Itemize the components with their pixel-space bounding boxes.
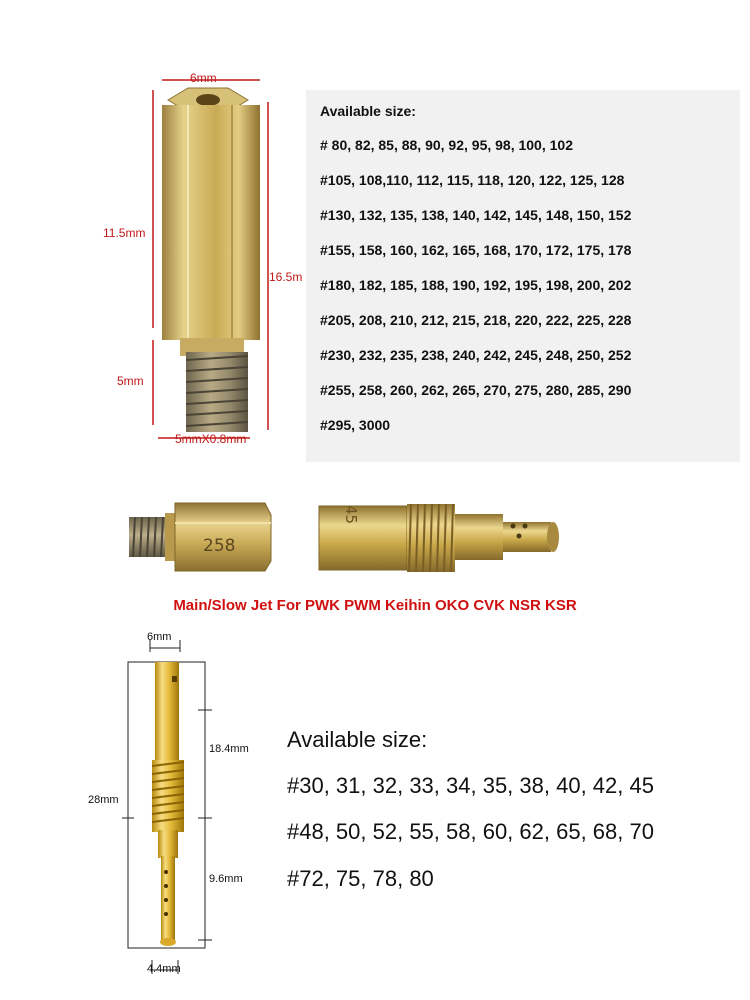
slow-jet-sizes-title: Available size: (287, 727, 428, 752)
main-jet-marking: 258 (203, 536, 236, 556)
main-jet-total-length-label: 16.5m (269, 270, 303, 284)
main-jet-size-row: #105, 108,110, 112, 115, 118, 120, 122, 125, 128 (320, 172, 625, 188)
main-jet-size-row: #255, 258, 260, 262, 265, 270, 275, 280, 285, 290 (320, 382, 632, 398)
slow-jet-drawing (80, 640, 290, 980)
main-jet-size-row: #130, 132, 135, 138, 140, 142, 145, 148, 150, 152 (320, 207, 632, 223)
slow-jet-figure (80, 640, 290, 980)
main-jet-hex-length-label: 11.5mm (103, 226, 146, 240)
main-jet-size-row: # 80, 82, 85, 88, 90, 92, 95, 98, 100, 102 (320, 137, 573, 153)
main-jet-size-row: #230, 232, 235, 238, 240, 242, 245, 248, 250, 252 (320, 347, 632, 363)
slow-jet-size-row: #72, 75, 78, 80 (287, 866, 434, 891)
main-jet-size-row: #155, 158, 160, 162, 165, 168, 170, 172, 175, 178 (320, 242, 632, 258)
main-jet-width-label: 6mm (190, 71, 217, 85)
slow-jet-top-width-label: 6mm (147, 631, 172, 643)
main-jet-side-drawing (125, 495, 275, 580)
main-jet-drawing (140, 60, 310, 460)
slow-jet-total-length-label: 28mm (88, 794, 119, 806)
main-jet-thread-length-label: 5mm (117, 374, 144, 388)
main-jet-thread-spec-label: 5mmX0.8mm (175, 432, 247, 446)
slow-jet-marking: 45 (342, 505, 360, 525)
main-jet-size-row: #205, 208, 210, 212, 215, 218, 220, 222, 225, 228 (320, 312, 632, 328)
slow-jet-size-row: #48, 50, 52, 55, 58, 60, 62, 65, 68, 70 (287, 819, 654, 844)
main-jet-side-photo (125, 495, 275, 580)
slow-jet-size-row: #30, 31, 32, 33, 34, 35, 38, 40, 42, 45 (287, 773, 654, 798)
slow-jet-upper-length-label: 18.4mm (209, 743, 249, 755)
slow-jet-lower-length-label: 9.6mm (209, 873, 243, 885)
main-jet-sizes-title: Available size: (320, 103, 416, 119)
slow-jet-bottom-width-label: 4.4mm (147, 963, 181, 975)
main-jet-size-row: #180, 182, 185, 188, 190, 192, 195, 198, 200, 202 (320, 277, 632, 293)
main-jet-size-row: #295, 3000 (320, 417, 391, 433)
main-jet-figure (140, 60, 310, 460)
product-caption: Main/Slow Jet For PWK PWM Keihin OKO CVK NSR KSR (173, 597, 577, 614)
